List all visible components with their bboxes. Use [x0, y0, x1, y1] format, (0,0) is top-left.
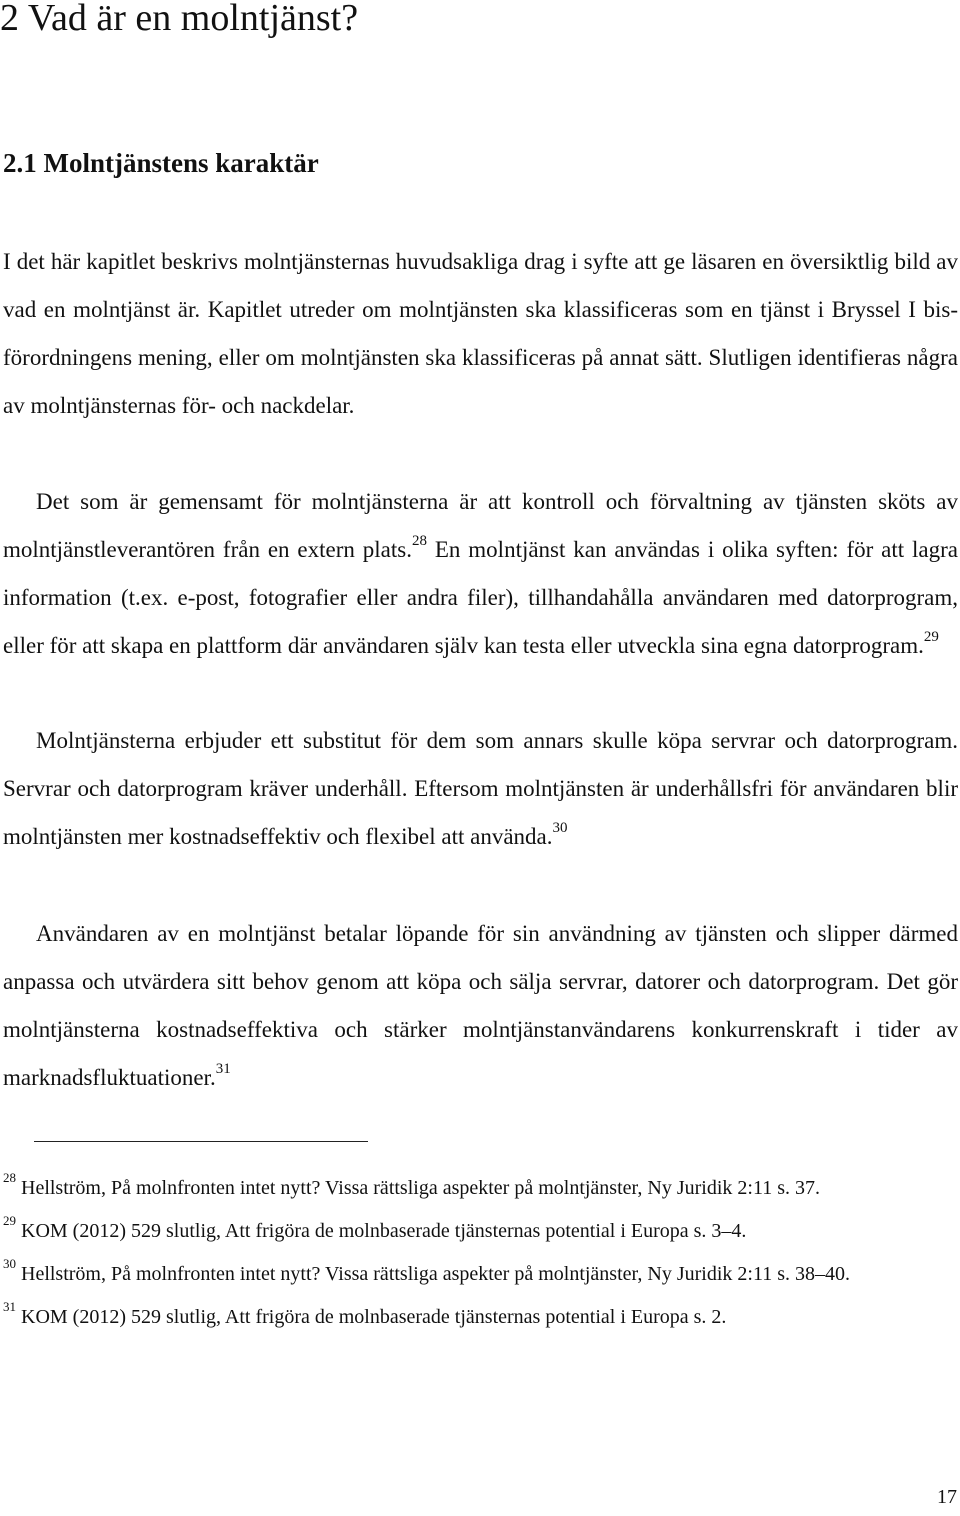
paragraph-common-features: [3, 478, 958, 670]
paragraph-text: Molntjänsterna erbjuder ett substitut för dem som annars skulle köpa servrar och datorprogram. Servrar och datorprogram kräver underhåll. Eftersom molntjänsten är underhållsfri för användaren blir molntjänsten mer kostnadseffektiv och flexibel att använda.: [3, 728, 958, 849]
footnote: [3, 1296, 958, 1339]
footnote-ref-28: 28: [411, 533, 427, 550]
footnote-text: Hellström, På molnfronten intet nytt? Vissa rättsliga aspekter på molntjänster, Ny Juridik 2:11 s. 38–40.: [21, 1263, 850, 1285]
footnote: [3, 1167, 958, 1210]
paragraph-text: Det som är gemensamt för molntjänsterna är att kontroll och förvaltning av tjänsten sköts av molntjänstleverantören från en extern plats.: [3, 489, 958, 562]
footnote-separator: [34, 1141, 368, 1142]
section-title: 2.1 Molntjänstens karaktär: [3, 148, 319, 178]
footnote-ref-30: 30: [552, 820, 568, 837]
footnote-ref-31: 31: [215, 1061, 231, 1078]
footnote: [3, 1253, 958, 1296]
footnote-number: 30: [3, 1256, 16, 1272]
footnote: [3, 1210, 958, 1253]
footnote-text: Hellström, På molnfronten intet nytt? Vissa rättsliga aspekter på molntjänster, Ny Juridik 2:11 s. 37.: [21, 1177, 820, 1199]
footnote-number: 29: [3, 1213, 16, 1229]
chapter-title: 2 Vad är en molntjänst?: [0, 0, 359, 39]
paragraph-cost-effective: [3, 910, 958, 1102]
paragraph-substitute: [3, 717, 958, 861]
footnote-number: 28: [3, 1170, 16, 1186]
paragraph-text: Användaren av en molntjänst betalar löpande för sin användning av tjänsten och slipper därmed anpassa och utvärdera sitt behov genom att köpa och sälja servrar, datorer och datorprogram. Det gör molntjänsterna kostnadseffektiva och stärker molntjänstanvändarens konkurrenskraft i tider av marknadsfluktuationer.: [3, 921, 958, 1090]
paragraph-intro: I det här kapitlet beskrivs molntjänsternas huvudsakliga drag i syfte att ge läsaren en översiktlig bild av vad en molntjänst är. Kapitlet utreder om molntjänsten ska klassificeras som en tjänst i Bryssel I bis-förordningens mening, eller om molntjänsten ska klassificeras på annat sätt. Slutligen identifieras några av molntjänsternas för- och nackdelar.: [3, 249, 958, 418]
footnote-text: KOM (2012) 529 slutlig, Att frigöra de molnbaserade tjänsternas potential i Europa s. 3–4.: [21, 1220, 747, 1242]
page-number: 17: [937, 1486, 957, 1508]
footnotes: [3, 1167, 958, 1339]
footnote-ref-29: 29: [923, 629, 939, 646]
paragraph-text: En molntjänst kan användas i olika syften: för att lagra information (t.ex. e-post, fotografier eller andra filer), tillhandahålla användaren med datorprogram, eller för att skapa en plattform där användaren själv kan testa eller utveckla sina egna datorprogram.: [3, 537, 958, 658]
footnote-text: KOM (2012) 529 slutlig, Att frigöra de molnbaserade tjänsternas potential i Europa s. 2.: [21, 1306, 727, 1328]
footnote-number: 31: [3, 1299, 16, 1315]
